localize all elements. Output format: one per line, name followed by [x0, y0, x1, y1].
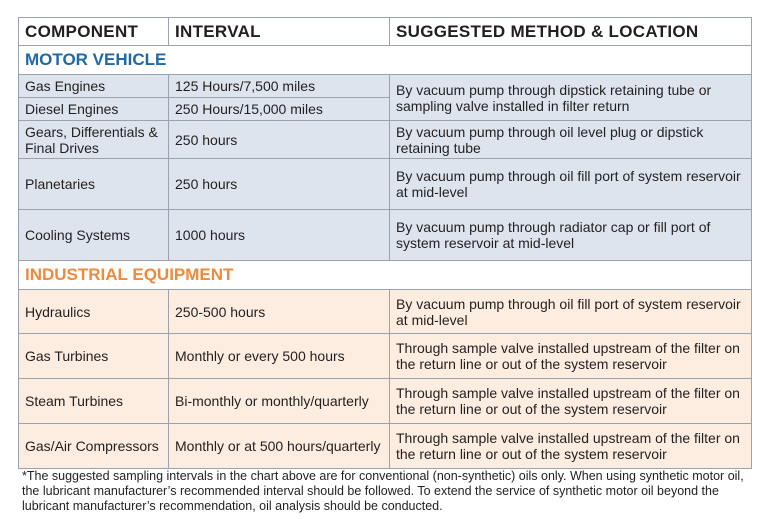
method-cell: Through sample valve installed upstream of the filter on the return line or out of the system reservoir: [396, 430, 740, 462]
component-cell: Gas/Air Compressors: [19, 424, 169, 468]
table-row: [19, 121, 751, 159]
component-cell: Steam Turbines: [19, 379, 169, 423]
method-cell: By vacuum pump through oil fill port of system reservoir at mid-level: [396, 168, 741, 200]
sampling-interval-table: [18, 17, 752, 469]
interval-cell: 250 hours: [169, 121, 390, 158]
interval-cell: 250 hours: [169, 159, 390, 209]
method-cell: By vacuum pump through oil level plug or dipstick retaining tube: [396, 123, 704, 156]
table-row: [19, 290, 751, 334]
component-cell: Diesel Engines: [19, 98, 169, 120]
component-cell: Hydraulics: [19, 290, 169, 333]
table-row: [19, 334, 751, 379]
method-cell: By vacuum pump through oil fill port of system reservoir at mid-level: [396, 295, 741, 328]
interval-cell: Monthly or every 500 hours: [169, 334, 390, 378]
section-title-motor-vehicle: MOTOR VEHICLE: [19, 46, 751, 75]
method-cell: Through sample valve installed upstream of the filter on the return line or out of the system reservoir: [396, 385, 740, 417]
table-row: [19, 379, 751, 424]
section-title-industrial-equipment: INDUSTRIAL EQUIPMENT: [19, 261, 751, 290]
component-cell: Planetaries: [19, 159, 169, 209]
table-row: [19, 210, 751, 261]
header-interval: INTERVAL: [169, 18, 390, 45]
component-cell: Cooling Systems: [19, 210, 169, 260]
method-cell: By vacuum pump through dipstick retaining tube or sampling valve installed in filter return: [396, 81, 712, 114]
component-cell: Gas Engines: [19, 75, 169, 97]
table-row: [19, 159, 751, 210]
interval-cell: 250-500 hours: [169, 290, 390, 333]
table-row: [19, 75, 751, 121]
header-method: SUGGESTED METHOD & LOCATION: [396, 21, 699, 41]
footnote: *The suggested sampling intervals in the chart above are for conventional (non-synthetic) oils only. When using synthetic motor oil, the lubricant manufacturer’s recommended interval should be followed. To extend the service of synthetic motor oil beyond the lubricant manufacturer’s recommendation, oil analysis should be conducted.: [22, 469, 744, 513]
interval-cell: Bi-monthly or monthly/quarterly: [169, 379, 390, 423]
header-component: COMPONENT: [19, 18, 169, 45]
component-cell: Gas Turbines: [19, 334, 169, 378]
table-row: [19, 424, 751, 468]
method-cell: Through sample valve installed upstream of the filter on the return line or out of the system reservoir: [396, 340, 740, 372]
interval-cell: Monthly or at 500 hours/quarterly: [169, 424, 390, 468]
table-header-row: [19, 18, 751, 46]
interval-cell: 1000 hours: [169, 210, 390, 260]
interval-cell: 125 Hours/7,500 miles: [169, 75, 390, 97]
component-cell: Gears, Differentials & Final Drives: [19, 121, 169, 158]
method-cell: By vacuum pump through radiator cap or fill port of system reservoir at mid-level: [396, 219, 711, 251]
interval-cell: 250 Hours/15,000 miles: [169, 98, 390, 120]
